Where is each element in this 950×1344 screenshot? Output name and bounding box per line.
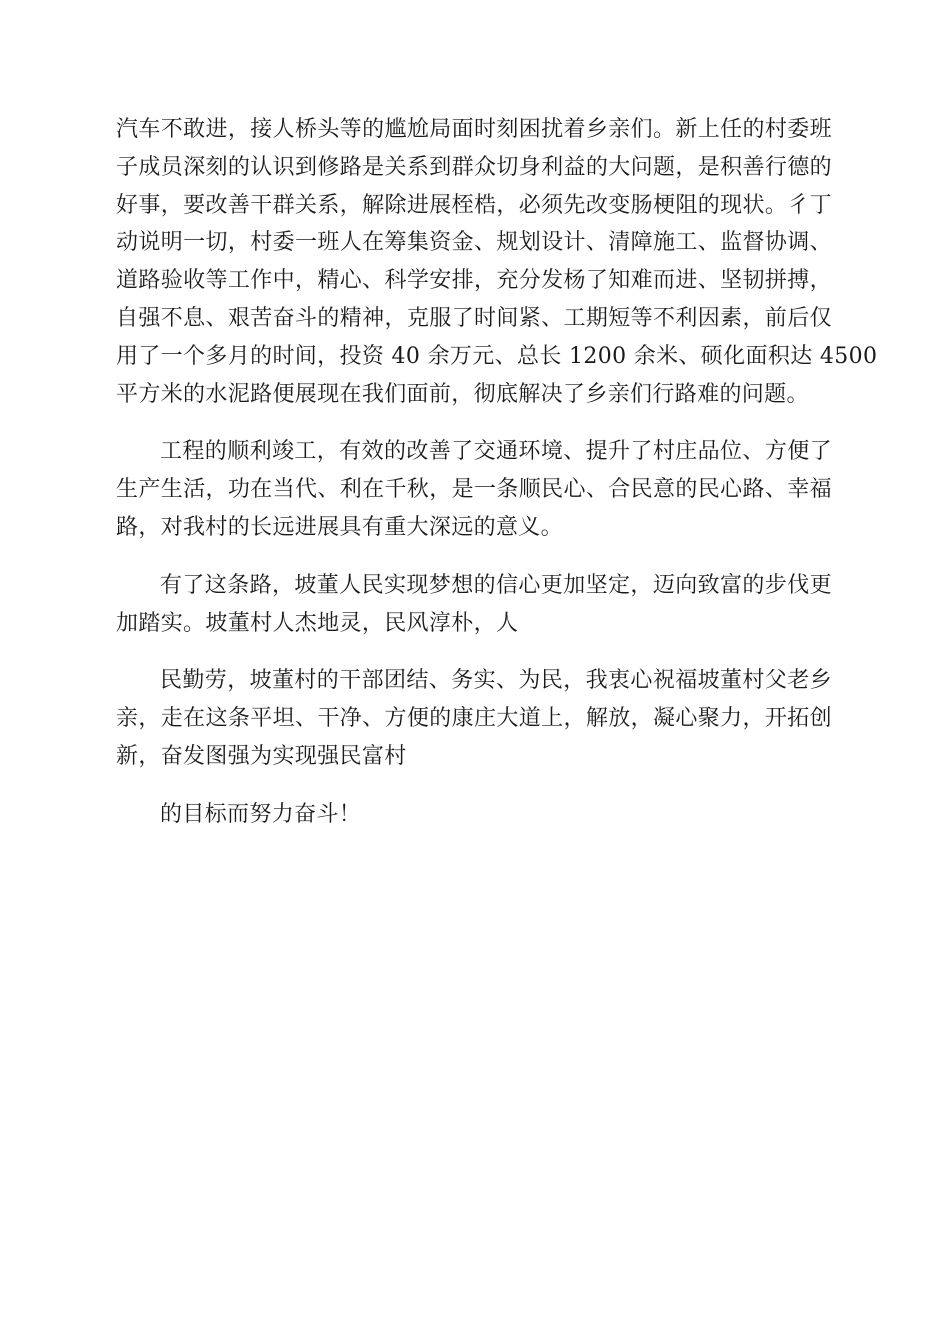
text-line: 加踏实。坡董村人杰地灵，民风淳朴，人	[116, 610, 519, 636]
text-line: 民勤劳，坡董村的干部团结、务实、为民，我衷心祝福坡董村父老乡	[160, 668, 832, 694]
text-line: 亲，走在这条平坦、干净、方便的康庄大道上，解放，凝心聚力，开拓创	[116, 706, 832, 732]
text-line: 的目标而努力奋斗！	[160, 801, 362, 827]
document-page	[116, 111, 878, 834]
text-line: 道路验收等工作中，精心、科学安排，充分发杨了知难而进、坚韧拼搏，	[116, 268, 832, 294]
text-line: 路，对我村的长远进展具有重大深远的意义。	[116, 514, 564, 540]
text-line: 新，奋发图强为实现强民富村	[116, 743, 407, 769]
paragraph-4	[116, 662, 832, 775]
text-line: 好事，要改善干群关系，解除进展桎梏，必须先改变肠梗阻的现状。彳丁	[116, 192, 832, 218]
text-line: 生产生活，功在当代、利在千秋，是一条顺民心、合民意的民心路、幸福	[116, 477, 832, 503]
paragraph-1	[116, 111, 878, 413]
text-line: 动说明一切，村委一班人在筹集资金、规划设计、清障施工、监督协调、	[116, 230, 832, 256]
paragraph-2	[116, 433, 832, 546]
paragraph-3	[116, 567, 832, 643]
text-line: 有了这条路，坡董人民实现梦想的信心更加坚定，迈向致富的步伐更	[160, 572, 832, 598]
text-line: 工程的顺利竣工，有效的改善了交通环境、提升了村庄品位、方便了	[160, 439, 832, 465]
paragraph-5	[116, 796, 832, 834]
text-line: 用了一个多月的时间，投资 40 余万元、总长 1200 余米、硕化面积达 4500	[116, 343, 878, 369]
text-line: 汽车不敢进，接人桥头等的尴尬局面时刻困扰着乡亲们。新上任的村委班	[116, 117, 832, 142]
text-line: 自强不息、艰苦奋斗的精神，克服了时间紧、工期短等不利因素，前后仅	[116, 305, 832, 331]
text-line: 平方米的水泥路便展现在我们面前，彻底解决了乡亲们行路难的问题。	[116, 381, 809, 407]
text-line: 子成员深刻的认识到修路是关系到群众切身利益的大问题，是积善行德的	[116, 154, 832, 180]
